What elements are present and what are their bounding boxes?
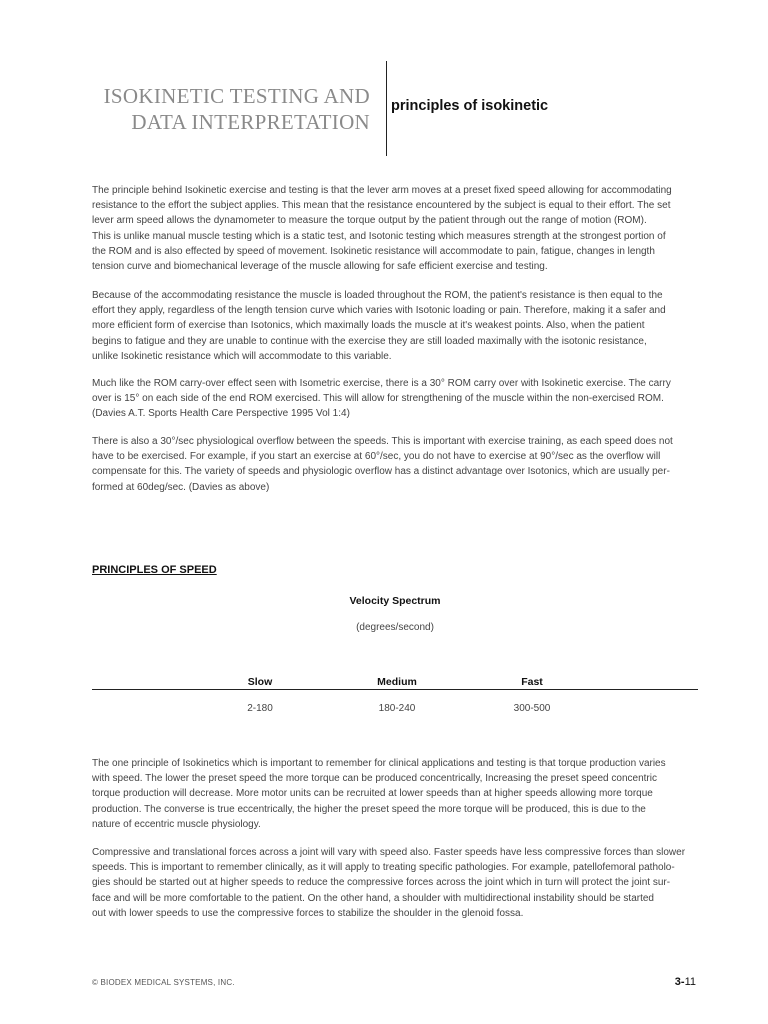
paragraph-line: the ROM and is also effected by speed of movement. Isokinetic resistance will accommodate to pain, fatigue, changes in length [92,245,655,257]
velocity-spectrum-title: Velocity Spectrum [349,595,441,607]
paragraph-2 [92,288,698,364]
page-subtitle: principles of isokinetic [391,98,549,114]
paragraph-line: have to be exercised. For example, if you start an exercise at 60°/sec, you do not have to exercise at 90°/sec as the overflow will [92,451,661,463]
paragraph-3 [92,376,698,422]
speed-header-slow: Slow [247,676,273,688]
footer-copyright: © BIODEX MEDICAL SYSTEMS, INC. [92,978,235,987]
header-divider [386,61,387,156]
paragraph-line: nature of eccentric muscle physiology. [92,818,261,830]
page-chapter: 3- [674,976,685,988]
paragraph-line: tension curve and biomechanical leverage of the muscle allowing for safe efficient exercise and testing. [92,261,548,273]
paragraph-line: torque production will decrease. More motor units can be recruited at lower speeds than at higher speeds allowing more torque [92,788,653,800]
paragraph-line: Much like the ROM carry-over effect seen with Isometric exercise, there is a 30° ROM carry over with Isokinetic exercise. The carry [92,378,671,389]
paragraph-line: gies should be started out at higher speeds to reduce the compressive forces across the joint which in turn will protect the joint sur- [92,877,671,889]
velocity-spectrum-unit: (degrees/second) [356,622,434,633]
paragraph-line: compensate for this. The variety of speeds and physiologic overflow has a distinct advantage over Isotonics, which are usually per- [92,466,670,478]
paragraph-line: resistance to the effort the subject applies. This mean that the resistance encountered by the subject is equal to their effort. The set [92,200,671,212]
paragraph-line: begins to fatigue and they are unable to continue with the exercise they are still loaded maximally with the isotonic resistance, [92,335,647,347]
paragraph-line: effort they apply, regardless of the length tension curve which varies with Isotonic loading or pain. Therefore, making it a safer and [92,305,666,317]
paragraph-line: speeds. This is important to remember clinically, as it will apply to treating specific pathologies. For example, patellofemoral patholo- [92,862,675,874]
section-heading: PRINCIPLES OF SPEED [92,564,217,576]
paragraph-6 [92,845,698,921]
paragraph-line: over is 15° on each side of the end ROM exercised. This will allow for strengthening of the muscle within the non-exercised ROM. [92,393,664,405]
paragraph-line: out with lower speeds to use the compressive forces to stabilize the shoulder in the glenoid fossa. [92,907,524,919]
speed-value-fast: 300-500 [513,703,551,714]
paragraph-line: Because of the accommodating resistance the muscle is loaded throughout the ROM, the patient's resistance is then equal to the [92,290,663,301]
paragraph-line: The principle behind Isokinetic exercise and testing is that the lever arm moves at a preset fixed speed allowing for accommodating [92,185,672,196]
paragraph-4 [92,434,698,495]
page-title-line-2: DATA INTERPRETATION [131,110,370,134]
paragraph-5 [92,756,698,832]
page-title-line-1: ISOKINETIC TESTING AND [103,84,370,108]
footer-page-number [675,976,696,988]
speed-value-medium: 180-240 [378,703,416,714]
paragraph-line: face and will be more comfortable to the patient. On the other hand, a shoulder with multidirectional instability should be started [92,892,654,904]
paragraph-line: Compressive and translational forces across a joint will vary with speed also. Faster speeds have less compressive forces than slower [92,847,686,858]
paragraph-line: lever arm speed allows the dynamometer to measure the torque output by the patient through out the range of motion (ROM). [92,215,647,227]
paragraph-line: more efficient form of exercise than Isotonics, which maximally loads the muscle at it's weakest points. Also, when the patient [92,320,645,332]
paragraph-1 [92,183,698,274]
paragraph-line: There is also a 30°/sec physiological overflow between the speeds. This is important with exercise training, as each speed does not [92,436,673,447]
page-number: 11 [684,976,696,988]
paragraph-line: This is unlike manual muscle testing which is a static test, and Isotonic testing which measures strength at the strongest portion of [92,230,666,242]
table-rule [92,689,698,690]
paragraph-line: (Davies A.T. Sports Health Care Perspective 1995 Vol 1:4) [92,408,350,420]
paragraph-line: The one principle of Isokinetics which is important to remember for clinical applications and testing is that torque production varies [92,758,666,769]
paragraph-line: production. The converse is true eccentrically, the higher the preset speed the more torque will be produced, this is due to the [92,803,646,815]
speed-header-fast: Fast [521,676,543,688]
paragraph-line: with speed. The lower the preset speed the more torque can be produced concentrically, Increasing the preset speed concentric [92,773,657,785]
speed-value-slow: 2-180 [247,703,273,714]
paragraph-line: formed at 60deg/sec. (Davies as above) [92,481,270,493]
speed-header-medium: Medium [377,676,417,688]
paragraph-line: unlike Isokinetic resistance which will accommodate to this variable. [92,350,392,362]
